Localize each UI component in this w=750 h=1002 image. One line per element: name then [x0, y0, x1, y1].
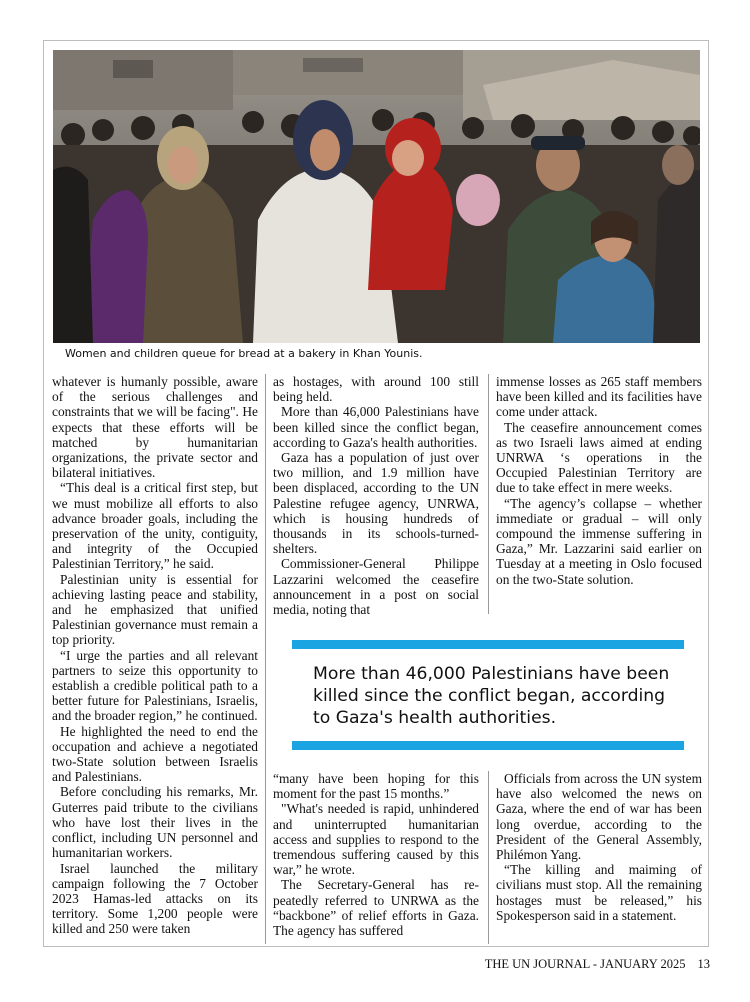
- paragraph: Gaza has a population of just over two million, and 1.9 million have been displaced, according to the UN Palestine refugee agency, UNRWA, which is housing hundreds of thousands in its schools-turned-shelters.: [273, 450, 479, 557]
- paragraph: More than 46,000 Palestinians have been killed since the conflict began, according to Gaza's health authorities.: [273, 404, 479, 450]
- pull-quote: More than 46,000 Palestinians have been killed since the conflict began, according to Gaza's health authorities.: [313, 664, 670, 728]
- paragraph: He highlighted the need to end the occupation and achieve a negotiated two-State solution between Israelis and Palestinians.: [52, 723, 258, 785]
- paragraph: Israel launched the military campaign following the 7 October 2023 Hamas-led attacks on its territory. Some 1,200 people were killed and 250 were taken: [52, 860, 258, 937]
- paragraph: The Secretary-General has repeatedly referred to UNRWA as the “backbone” of relief efforts in Gaza. The agency has suffered: [273, 877, 479, 939]
- paragraph: The ceasefire announcement comes as two Israeli laws aimed at ending UNRWA ‘s operations in the Occupied Palestinian Territory are due to take effect in mere weeks.: [496, 419, 702, 496]
- publication-name: THE UN JOURNAL - JANUARY 2025: [484, 957, 686, 971]
- article-column-3: [496, 374, 702, 587]
- photo-caption: Women and children queue for bread at a bakery in Khan Younis.: [65, 347, 423, 360]
- paragraph: “The agency’s collapse – whether immediate or gradual – will only compound the immense suffering in Gaza,” Mr. Lazzarini said earlier on Tuesday at a meeting in Oslo focused on the two-State solution.: [496, 495, 702, 587]
- pull-quote-bottom-bar: [292, 741, 684, 750]
- article-column-2: [273, 374, 479, 617]
- page-footer: [485, 957, 710, 972]
- paragraph: “I urge the parties and all relevant partners to seize this opportunity to establish a credible political path to a better future for Palestinians, Israelis, and the broader region,” he continued.: [52, 647, 258, 724]
- news-photo: [53, 50, 700, 343]
- paragraph: as hostages, with around 100 still being held.: [273, 374, 479, 405]
- paragraph: “many have been hoping for this moment for the past 15 months.”: [273, 771, 479, 802]
- crowd-photo-illustration: [53, 50, 700, 343]
- paragraph: Commissioner-General Philippe Lazzarini welcomed the ceasefire announcement in a post on social media, noting that: [273, 556, 479, 618]
- paragraph: whatever is humanly possible, aware of the serious challenges and constraints that we will be facing". He expects that these efforts will be matched by humanitarian organizations, the private sector and bilateral initiatives.: [52, 374, 258, 481]
- page-number: 13: [697, 957, 710, 971]
- paragraph: “This deal is a critical first step, but we must mobilize all efforts to also advance broader goals, including the preservation of the unity, contiguity, and integrity of the Occupied Palestinian Territory,” he said.: [52, 480, 258, 572]
- column-divider: [488, 374, 489, 614]
- article-column-1: [52, 374, 258, 937]
- article-column-4: [273, 771, 479, 938]
- pull-quote-top-bar: [292, 640, 684, 649]
- paragraph: Palestinian unity is essential for achieving lasting peace and stability, and he emphasized that unified Palestinian governance must remain a top priority.: [52, 571, 258, 648]
- column-divider: [265, 374, 266, 944]
- column-divider: [488, 771, 489, 944]
- paragraph: immense losses as 265 staff members have been killed and its facilities have come under attack.: [496, 374, 702, 420]
- article-column-5: [496, 771, 702, 923]
- paragraph: Before concluding his remarks, Mr. Guterres paid tribute to the civilians who have lost their lives in the conflict, including UN personnel and humanitarian workers.: [52, 784, 258, 861]
- paragraph: “The killing and maiming of civilians must stop. All the remaining hostages must be released,” his Spokesperson said in a statement.: [496, 862, 702, 923]
- paragraph: Officials from across the UN system have also welcomed the news on Gaza, where the end of war has been long overdue, according to the President of the General Assembly, Philémon Yang.: [496, 771, 702, 863]
- paragraph: "What's needed is rapid, unhindered and uninterrupted humanitarian access and supplies to respond to the tremendous suffering caused by this war,” he wrote.: [273, 801, 479, 878]
